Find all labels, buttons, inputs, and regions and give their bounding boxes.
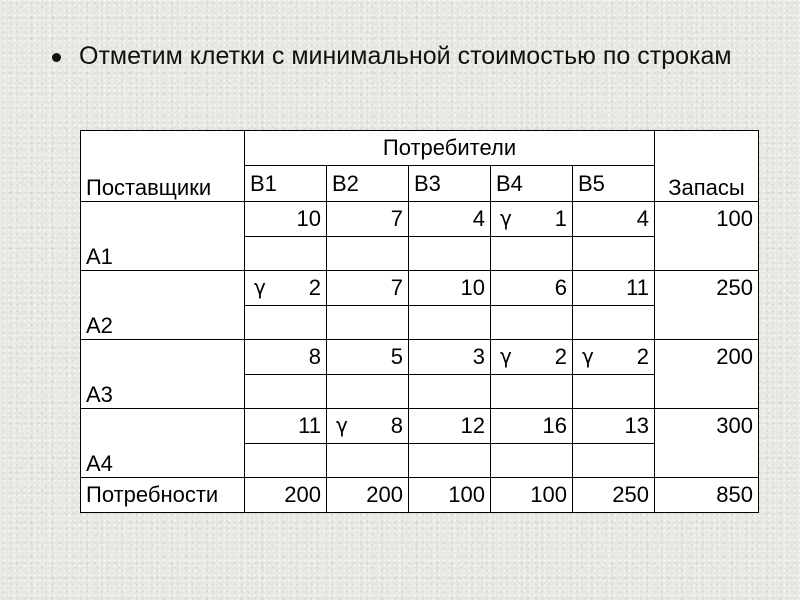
cost-value: 6 bbox=[554, 275, 567, 300]
cost-cell bbox=[245, 340, 327, 375]
total-cell: 850 bbox=[655, 478, 759, 513]
allocation-cell bbox=[409, 444, 491, 478]
bullet-dot-icon bbox=[52, 53, 61, 62]
demand-cell-b1: 200 bbox=[245, 478, 327, 513]
supplier-row bbox=[81, 409, 759, 444]
allocation-cell bbox=[409, 375, 491, 409]
cost-cell bbox=[245, 271, 327, 306]
cost-cell bbox=[327, 340, 409, 375]
allocation-cell bbox=[491, 306, 573, 340]
demand-row bbox=[81, 478, 759, 513]
consumers-header: Потребители bbox=[245, 131, 655, 166]
demand-cell-b3: 100 bbox=[409, 478, 491, 513]
cost-cell bbox=[491, 202, 573, 237]
cost-cell bbox=[491, 409, 573, 444]
allocation-cell bbox=[573, 237, 655, 271]
demand-cell-b4: 100 bbox=[491, 478, 573, 513]
bullet-text: Отметим клетки с минимальной стоимостью по строкам bbox=[79, 42, 732, 70]
allocation-cell bbox=[573, 444, 655, 478]
bullet-point bbox=[52, 42, 772, 71]
allocation-cell bbox=[245, 237, 327, 271]
cost-value: 8 bbox=[390, 413, 403, 438]
demand-label: Потребности bbox=[81, 478, 245, 513]
demand-cell-b2: 200 bbox=[327, 478, 409, 513]
allocation-cell bbox=[327, 306, 409, 340]
suppliers-header: Поставщики bbox=[81, 131, 245, 202]
cost-cell bbox=[409, 409, 491, 444]
stock-header: Запасы bbox=[655, 131, 759, 202]
transport-table bbox=[80, 130, 759, 513]
stock-cell: 250 bbox=[655, 271, 759, 340]
cost-value: 1 bbox=[554, 206, 567, 231]
header-row-top bbox=[81, 131, 759, 166]
cost-cell bbox=[409, 202, 491, 237]
gamma-mark-icon: γ bbox=[500, 206, 512, 230]
cost-value: 2 bbox=[554, 344, 567, 369]
stock-cell: 100 bbox=[655, 202, 759, 271]
cost-cell bbox=[573, 340, 655, 375]
cost-value: 12 bbox=[460, 413, 485, 438]
demand-cell-b5: 250 bbox=[573, 478, 655, 513]
consumer-header-b5: B5 bbox=[573, 166, 655, 202]
cost-value: 8 bbox=[308, 344, 321, 369]
stock-cell: 300 bbox=[655, 409, 759, 478]
cost-value: 2 bbox=[308, 275, 321, 300]
cost-cell bbox=[573, 271, 655, 306]
cost-value: 5 bbox=[390, 344, 403, 369]
cost-cell bbox=[327, 202, 409, 237]
allocation-cell bbox=[409, 306, 491, 340]
cost-cell bbox=[573, 409, 655, 444]
cost-cell bbox=[245, 409, 327, 444]
gamma-mark-icon: γ bbox=[500, 344, 512, 368]
gamma-mark-icon: γ bbox=[582, 344, 594, 368]
cost-cell bbox=[409, 340, 491, 375]
cost-cell bbox=[327, 409, 409, 444]
cost-value: 13 bbox=[624, 413, 649, 438]
allocation-cell bbox=[573, 375, 655, 409]
supplier-label: A2 bbox=[81, 271, 245, 340]
allocation-cell bbox=[327, 444, 409, 478]
cost-cell bbox=[491, 271, 573, 306]
gamma-mark-icon: γ bbox=[336, 413, 348, 437]
gamma-mark-icon: γ bbox=[254, 275, 266, 299]
cost-value: 16 bbox=[542, 413, 567, 438]
stock-cell: 200 bbox=[655, 340, 759, 409]
allocation-cell bbox=[491, 375, 573, 409]
allocation-cell bbox=[491, 237, 573, 271]
supplier-label: A3 bbox=[81, 340, 245, 409]
consumer-header-b4: B4 bbox=[491, 166, 573, 202]
cost-value: 7 bbox=[390, 275, 403, 300]
allocation-cell bbox=[573, 306, 655, 340]
cost-value: 7 bbox=[390, 206, 403, 231]
cost-cell bbox=[327, 271, 409, 306]
transport-table-body bbox=[81, 131, 759, 513]
allocation-cell bbox=[491, 444, 573, 478]
supplier-label: A4 bbox=[81, 409, 245, 478]
supplier-row bbox=[81, 271, 759, 306]
cost-value: 3 bbox=[472, 344, 485, 369]
cost-value: 10 bbox=[296, 206, 321, 231]
allocation-cell bbox=[245, 444, 327, 478]
supplier-label: A1 bbox=[81, 202, 245, 271]
consumer-header-b2: B2 bbox=[327, 166, 409, 202]
supplier-row bbox=[81, 340, 759, 375]
allocation-cell bbox=[327, 375, 409, 409]
cost-value: 4 bbox=[472, 206, 485, 231]
cost-cell bbox=[245, 202, 327, 237]
cost-cell bbox=[409, 271, 491, 306]
allocation-cell bbox=[245, 375, 327, 409]
allocation-cell bbox=[409, 237, 491, 271]
cost-value: 10 bbox=[460, 275, 485, 300]
cost-value: 11 bbox=[626, 275, 649, 300]
allocation-cell bbox=[327, 237, 409, 271]
cost-cell bbox=[491, 340, 573, 375]
cost-value: 2 bbox=[636, 344, 649, 369]
consumer-header-b1: B1 bbox=[245, 166, 327, 202]
consumer-header-b3: B3 bbox=[409, 166, 491, 202]
cost-value: 4 bbox=[636, 206, 649, 231]
cost-value: 11 bbox=[298, 413, 321, 438]
supplier-row bbox=[81, 202, 759, 237]
cost-cell bbox=[573, 202, 655, 237]
transport-table-container bbox=[80, 130, 758, 512]
allocation-cell bbox=[245, 306, 327, 340]
